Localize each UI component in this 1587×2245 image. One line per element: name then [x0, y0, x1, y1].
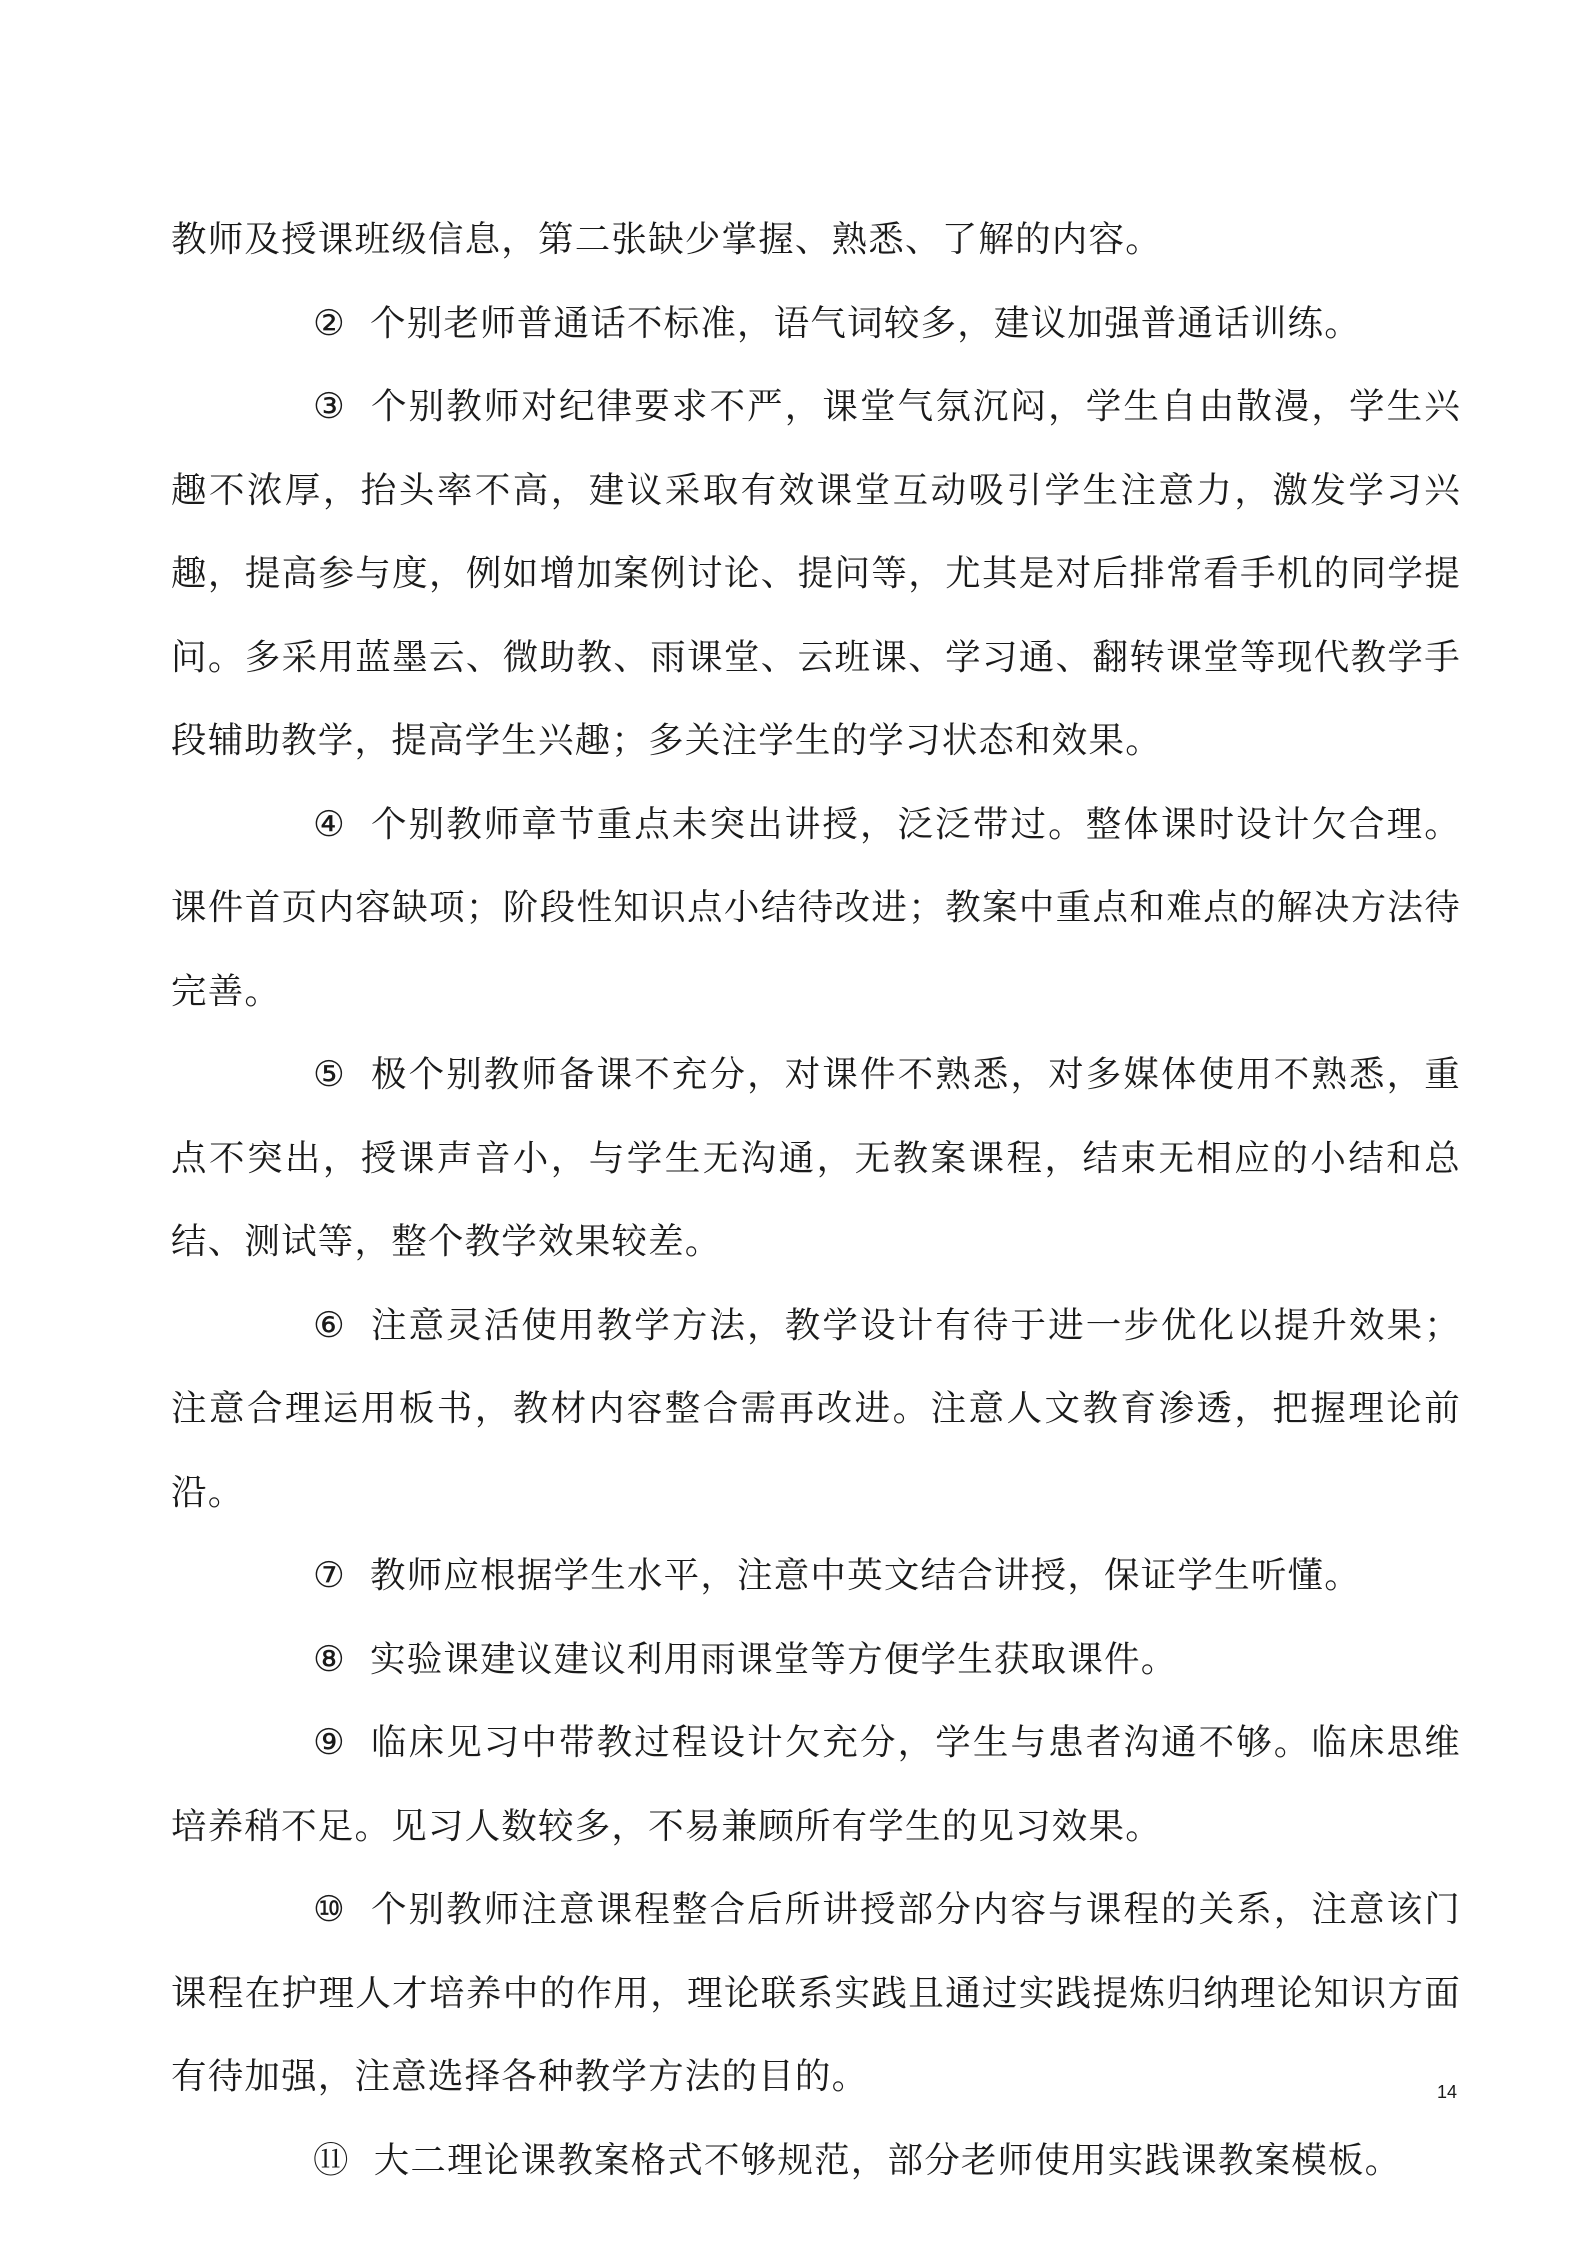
list-item	[171, 365, 1461, 783]
item-marker: ⑦	[313, 1555, 347, 1596]
item-text: 实验课建议建议利用雨课堂等方便学生获取课件。	[370, 1638, 1178, 1680]
page-number: 14	[1437, 2082, 1458, 2102]
list-item	[171, 1033, 1461, 1284]
item-marker: ⑪	[313, 2139, 350, 2181]
list-item	[171, 1284, 1461, 1535]
item-marker: ⑧	[313, 1638, 347, 1680]
item-text: 大二理论课教案格式不够规范，部分老师使用实践课教案模板。	[373, 2139, 1402, 2181]
item-text: 临床见习中带教过程设计欠充分，学生与患者沟通不够。临床思维培养稍不足。见习人数较多，不易兼顾所有学生的见习效果。	[171, 1722, 1461, 1847]
item-marker: ④	[313, 803, 347, 845]
item-text: 个别教师章节重点未突出讲授，泛泛带过。整体课时设计欠合理。课件首页内容缺项；阶段性知识点小结待改进；教案中重点和难点的解决方法待完善。	[171, 803, 1461, 1012]
item-text: 个别老师普通话不标准，语气词较多，建议加强普通话训练。	[370, 302, 1361, 344]
item-text: 教师应根据学生水平，注意中英文结合讲授，保证学生听懂。	[370, 1555, 1361, 1596]
item-marker: ⑩	[313, 1889, 347, 1930]
item-text: 个别教师注意课程整合后所讲授部分内容与课程的关系，注意该门课程在护理人才培养中的作用，理论联系实践且通过实践提炼归纳理论知识方面有待加强，注意选择各种教学方法的目的。	[171, 1889, 1461, 2097]
document-body	[171, 198, 1461, 2202]
list-item	[171, 1701, 1461, 1868]
item-marker: ⑥	[313, 1304, 347, 1346]
item-marker: ⑨	[313, 1722, 347, 1763]
list-item	[171, 783, 1461, 1034]
item-marker: ②	[313, 302, 347, 344]
item-text: 极个别教师备课不充分，对课件不熟悉，对多媒体使用不熟悉，重点不突出，授课声音小，与学生无沟通，无教案课程，结束无相应的小结和总结、测试等，整个教学效果较差。	[171, 1054, 1461, 1262]
list-item	[171, 282, 1461, 366]
item-text: 个别教师对纪律要求不严，课堂气氛沉闷，学生自由散漫，学生兴趣不浓厚，抬头率不高，建议采取有效课堂互动吸引学生注意力，激发学习兴趣，提高参与度，例如增加案例讨论、提问等，尤其是对后排常看手机的同学提问。多采用蓝墨云、微助教、雨课堂、云班课、学习通、翻转课堂等现代教学手段辅助教学，提高学生兴趣；多关注学生的学习状态和效果。	[171, 386, 1461, 761]
item-text: 注意灵活使用教学方法，教学设计有待于进一步优化以提升效果；注意合理运用板书，教材内容整合需再改进。注意人文教育渗透，把握理论前沿。	[171, 1304, 1461, 1513]
list-item	[171, 1534, 1461, 1618]
list-item	[171, 1618, 1461, 1702]
paragraph-continuation: 教师及授课班级信息，第二张缺少掌握、熟悉、了解的内容。	[171, 219, 1162, 260]
item-marker: ③	[313, 386, 347, 427]
item-marker: ⑤	[313, 1054, 347, 1095]
list-item	[171, 1868, 1461, 2119]
list-item	[171, 2119, 1461, 2203]
